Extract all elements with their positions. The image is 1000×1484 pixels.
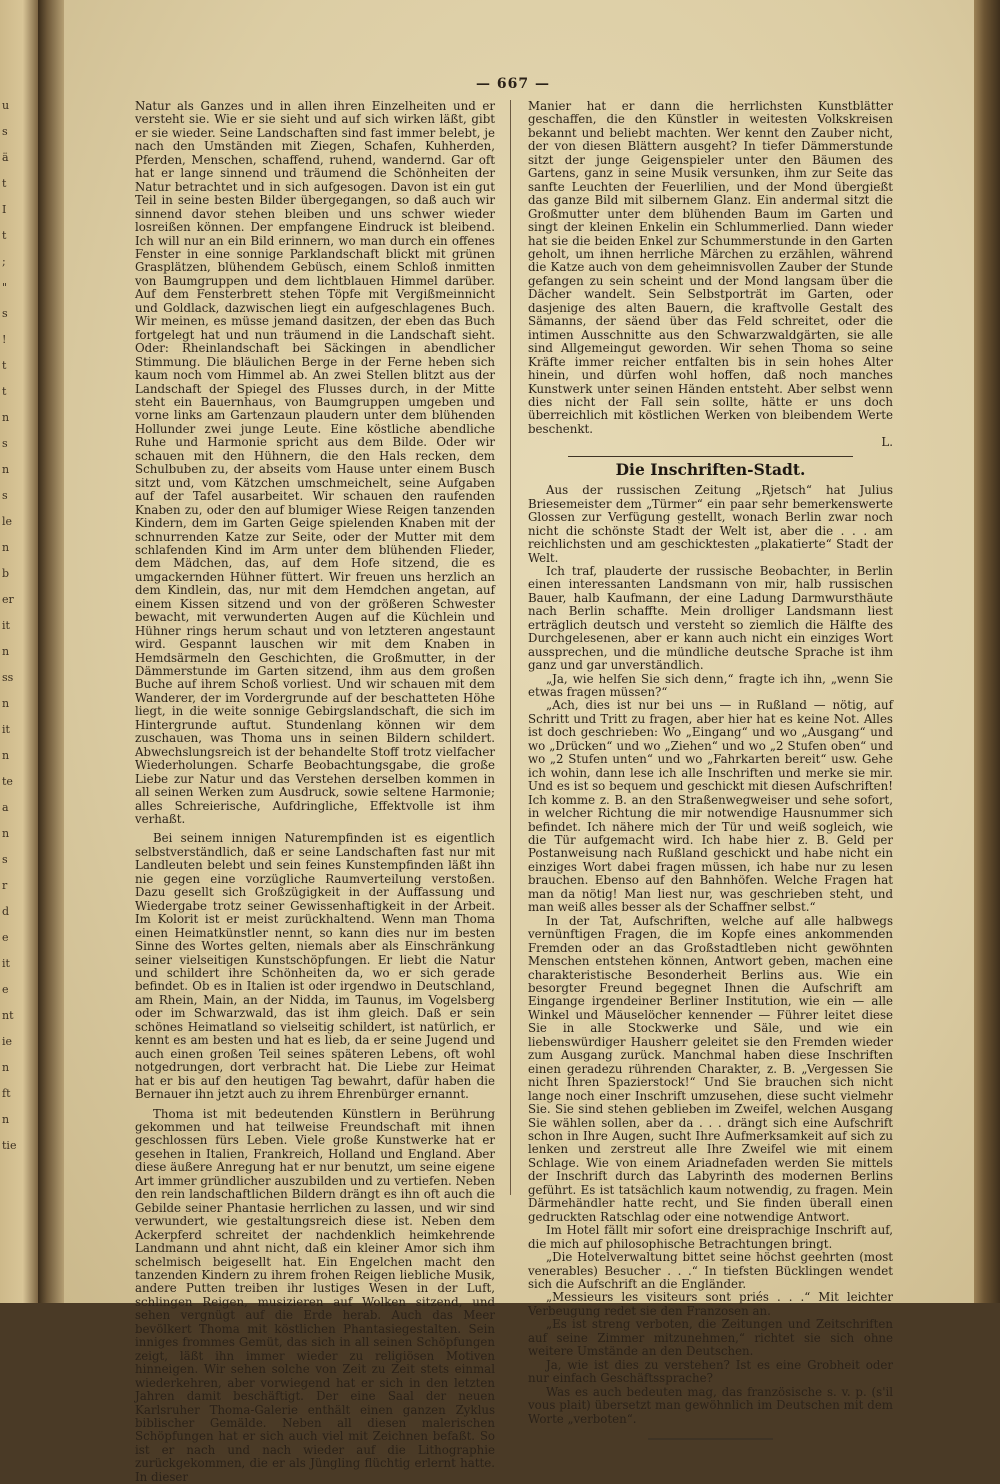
facing-page-fragment: e: [2, 983, 9, 996]
body-paragraph: Ich traf, plauderte der russische Beobachter, in Berlin einen interessanten Landsmann von mir, halb russischen Bauer, halb Kaufmann, der eine Ladung Darmwursthäute nach Berlin schaffte. Mein drolliger Landsmann liest erträglich deutsch und versteht so ziemlich die Hälfte des Durchgelesenen, aber er kann auch nicht ein einziges Wort aussprechen, und die mündliche deutsche Sprache ist ihm ganz und gar unverständlich.: [528, 563, 893, 673]
facing-page-fragment: ä: [2, 151, 9, 164]
facing-page-fragment: t: [2, 229, 7, 242]
facing-page-fragment: n: [2, 645, 10, 658]
body-paragraph: Bei seinem innigen Naturempfinden ist es eigentlich selbstverständlich, daß er seine Landschaften fast nur mit Landleuten belebt und sein feines Kunstempfinden läßt ihn nie gegen eine vorzügliche Raumverteilung verstoßen. Dazu gesellt sich Großzügigkeit in der Auffassung und Wiedergabe trotz seiner Gewissenhaftigkeit in der Arbeit. Im Kolorit ist er meist zurückhaltend. Wenn man Thoma einen Heimatkünstler nennt, so kann dies nur im besten Sinne des Wortes gelten, niemals aber als Einschränkung seiner vielseitigen Kunstschöpfungen. Er liebt die Natur und schildert ihre Schönheiten da, wo er sich gerade befindet. Ob es in Italien ist oder irgendwo in Deutschland, am Rhein, Main, an der Nidda, im Taunus, im Vogelsberg oder im Schwarzwald, das ist ihm gleich. Daß er sein schönes Heimatland so vielseitig schildert, ist natürlich, er kennt es am besten und hat es lieb, da er seine Jugend und auch einen großen Teil seines späteren Lebens, oft wohl notgedrungen, dort verbracht hat. Die Liebe zur Heimat hat er bis auf den heutigen Tag bewahrt, dafür haben die Bernauer ihn jetzt auch zu ihrem Ehrenbürger ernannt.: [135, 831, 495, 1102]
facing-page-edge: [0, 0, 38, 1303]
facing-page-fragment: s: [2, 489, 8, 502]
facing-page-fragment: !: [2, 333, 7, 346]
facing-page-fragment: it: [2, 619, 10, 632]
facing-page-fragment: er: [2, 593, 14, 606]
body-paragraph: Aus der russischen Zeitung „Rjetsch“ hat Julius Briesemeister dem „Türmer“ ein paar sehr bemerkenswerte Glossen zur Verfügung gestellt, wonach Berlin zwar noch nicht die schönste Stadt der Welt ist, aber die . . . am reichlichsten und am geschicktesten „plakatierte“ Stadt der Welt.: [528, 483, 893, 565]
page-number: — 667 —: [476, 76, 550, 92]
body-paragraph: „Messieurs les visiteurs sont priés . . .“ Mit leichter Verbeugung redet sie den Franzosen an.: [528, 1290, 893, 1318]
facing-page-fragment: t: [2, 359, 7, 372]
facing-page-fragment: a: [2, 801, 9, 814]
facing-page-fragment: le: [2, 515, 13, 528]
facing-page-fragment: tie: [2, 1139, 17, 1152]
facing-page-fragment: n: [2, 697, 10, 710]
title-rule: [568, 456, 853, 457]
body-paragraph: „Ja, wie helfen Sie sich denn,“ fragte ich ihn, „wenn Sie etwas fragen müssen?“: [528, 671, 893, 700]
facing-page-fragment: t: [2, 177, 7, 190]
facing-page-fragment: n: [2, 411, 10, 424]
facing-page-fragment: n: [2, 1113, 10, 1126]
facing-page-fragment: ft: [2, 1087, 11, 1100]
facing-page-fragment: ": [2, 281, 8, 294]
facing-page-fragment: it: [2, 723, 10, 736]
end-rule: [648, 1438, 773, 1440]
facing-page-fragment: u: [2, 99, 10, 112]
author-signature: L.: [881, 435, 893, 450]
facing-page-fragment: n: [2, 1061, 10, 1074]
body-paragraph: „Es ist streng verboten, die Zeitungen und Zeitschriften auf seine Zimmer mitzunehmen,“ richtet sie sich ohne weitere Umstände an den Deutschen.: [528, 1317, 893, 1359]
body-paragraph: „Die Hotelverwaltung bittet seine höchst geehrten (most venerables) Besucher . . .“ In tiefsten Bücklingen wendet sich die Aufschrift an die Engländer.: [528, 1250, 893, 1291]
facing-page-fragment: it: [2, 957, 10, 970]
body-paragraph: Was es auch bedeuten mag, das französische s. v. p. (s'il vous plait) übersetzt man gewöhnlich im Deutschen mit dem Worte „verboten“.: [528, 1384, 893, 1426]
column-divider: [510, 100, 511, 1195]
body-paragraph: „Ach, dies ist nur bei uns — in Rußland — nötig, auf Schritt und Tritt zu fragen, aber hier hat es keine Not. Alles ist doch geschrieben: Wo „Eingang“ und wo „Ausgang“ und wo „Drücken“ und wo „Ziehen“ und wo „2 Stufen oben“ und wo „2 Stufen unten“ und wo „Fahrkarten bereit“ usw. Gehe ich wohin, dann lese ich alle Inschriften und merke sie mir. Und es ist so bequem und geschickt mit diesen Aufschriften! Ich komme z. B. an den Straßenwegweiser und sehe sofort, in welcher Richtung die mir notwendige Hausnummer sich befindet. Ich nähere mich der Tür und weiß sogleich, wie die Tür aufgemacht wird. Ich habe hier z. B. Geld per Postanweisung nach Rußland geschickt und habe nicht ein einziges Wort dabei fragen müssen, ich habe nur zu lesen brauchen. Ebenso auf den Bahnhöfen. Welche Fragen hat man da nötig! Man liest nur, was geschrieben steht, und man weiß alles besser als der Schaffner selbst.“: [528, 698, 893, 915]
facing-page-fragment: n: [2, 541, 10, 554]
right-column: [528, 100, 893, 1440]
facing-page-fragment: s: [2, 853, 8, 866]
body-paragraph: Thoma ist mit bedeutenden Künstlern in Berührung gekommen und hat teilweise Freundschaft mit ihnen geschlossen fürs Leben. Viele große Kunstwerke hat er gesehen in Italien, Frankreich, Holland und England. Aber diese äußere Anregung hat er nur benutzt, um seine eigene Art immer gründlicher auszubilden und zu vertiefen. Neben den rein landschaftlichen Bildern drängt es ihn oft auch die Gebilde seiner Phantasie herrlichen zu lassen, und wir sind verwundert, wie gestaltungsreich diese ist. Neben dem Ackerpferd schreitet der nachdenklich heimkehrende Landmann und ahnt nicht, daß ein kleiner Amor sich ihm schelmisch beigesellt hat. Ein Engelchen macht den tanzenden Kindern zu ihrem frohen Reigen liebliche Musik, andere Putten treiben ihr lustiges Wesen in der Luft, schlingen Reigen, musizieren auf Wolken sitzend, und sehen vergnügt auf die Erde herab. Auch das Meer bevölkert Thoma mit köstlichen Phantasiegestalten. Sein inniges frommes Gemüt, das sich in all seinen Schöpfungen zeigt, läßt ihn immer wieder zu religiösen Motiven hinneigen. Wir sehen solche von Zeit zu Zeit stets einmal wiederkehren, aber vorwiegend hat er sich in den letzten Jahren damit beschäftigt. Der eine Saal der neuen Karlsruher Thoma-Galerie enthält einen ganzen Zyklus biblischer Gemälde. Neben all diesen malerischen Schöpfungen hat er sich auch viel mit Zeichnen befaßt. So ist er nach und nach wieder auf die Lithographie zurückgekommen, die er als Jüngling flüchtig erlernt hatte. In dieser: [135, 1106, 495, 1484]
body-paragraph: In der Tat, Aufschriften, welche auf alle halbwegs vernünftigen Fragen, die im Kopfe eines ankommenden Fremden oder an das Großstadtleben nicht gewöhnten Menschen entstehen können, Antwort geben, machen eine charakteristische Besonderheit Berlins aus. Wie ein besorgter Freund begegnet Ihnen die Aufschrift am Eingange irgendeiner Berliner Institution, wie ein — alle Winkel und Mäuselöcher kennender — Führer leitet diese Sie in alle Stockwerke und Säle, und wie ein liebenswürdiger Hausherr geleitet sie den Fremden wieder zum Ausgang zurück. Manchmal haben diese Inschriften einen geradezu rührenden Charakter, z. B. „Vergessen Sie nicht Ihren Spazierstock!“ Und Sie brauchen sich nicht lange noch einer Inschrift umzusehen, diese sucht vielmehr Sie. Sie sind stehen geblieben im Zweifel, welchen Ausgang Sie wählen sollen, aber da . . . drängt sich eine Aufschrift schon in Ihre Augen, sucht Ihre Aufmerksamkeit auf sich zu lenken und zerstreut alle Ihre Zweifel wie mit einem Schlage. Wie von einem Ariadnefaden werden Sie mittels der Inschrift durch das Labyrinth des modernen Berlins geführt. Es ist tatsächlich kaum notwendig, zu fragen. Mein Därmehändler hatte recht, und Sie finden überall einen gedruckten Ratschlag oder eine notwendige Antwort.: [528, 913, 893, 1224]
article-title: Die Inschriften-Stadt.: [615, 459, 806, 479]
facing-page-fragment: e: [2, 931, 9, 944]
facing-page-fragment: n: [2, 749, 10, 762]
book-gutter: [38, 0, 64, 1303]
facing-page-fragment: ;: [2, 255, 6, 268]
body-paragraph: Natur als Ganzes und in allen ihren Einzelheiten und er versteht sie. Wie er sie sieht und auf sich wirken läßt, gibt er sie wieder. Seine Landschaften sind fast immer belebt, je nach den Umständen mit Ziegen, Schafen, Kuhherden, Pferden, Menschen, schaffend, ruhend, wandernd. Gar oft hat er lange sinnend und träumend die Schönheiten der Natur betrachtet und in sich aufgesogen. Davon ist ein gut Teil in seine besten Bilder übergegangen, so daß auch wir sinnend davor stehen bleiben und uns schwer wieder losreißen können. Der empfangene Eindruck ist bleibend. Ich will nur an ein Bild erinnern, wo man durch ein offenes Fenster in eine sonnige Parklandschaft blickt mit grünen Grasplätzen, blühendem Gebüsch, einem Schloß inmitten von Baumgruppen und dem lichtblauen Himmel darüber. Auf dem Fensterbrett stehen Töpfe mit Vergißmeinnicht und Goldlack, dazwischen liegt ein aufgeschlagenes Buch. Wir meinen, es müsse jemand dasitzen, der eben das Buch fortgelegt hat und nun träumend in die Landschaft sieht. Oder: Rheinlandschaft bei Säckingen in abendlicher Stimmung. Die bläulichen Berge in der Ferne heben sich kaum noch vom Himmel ab. An zwei Stellen blitzt aus der Landschaft der Spiegel des Flusses durch, in der Mitte steht ein Bauernhaus, von Baumgruppen umgeben und vorne links am Gartenzaun plaudern unter dem blühenden Hollunder zwei junge Leute. Eine köstliche abendliche Ruhe und Harmonie spricht aus dem Bilde. Oder wir schauen mit den Hühnern, die den Hals recken, dem Schulbuben zu, der abseits vom Hause unter einem Busch sitzt und, vom Kätzchen umschmeichelt, seine Aufgaben auf der Tafel ausarbeitet. Wir schauen den raufenden Knaben zu, oder den auf blumiger Wiese Reigen tanzenden Kindern, dem im Garten Geige spielenden Knaben mit der schnurrenden Katze zur Seite, oder der Mutter mit dem schlafenden Kind im Arm unter dem blühenden Flieder, dem Mädchen, das, auf dem Hofe sitzend, die es umgackernden Hühner füttert. Wir freuen uns herzlich an dem Kindlein, das, nur mit dem Hemdchen angetan, auf einem Kissen sitzend und von der größeren Schwester bewacht, mit verwunderten Augen auf die Küchlein und Hühner rings herum schaut und von letzteren angestaunt wird. Gespannt lauschen wir mit dem Knaben in Hemdsärmeln den Geschichten, die Großmutter, in der Dämmerstunde im Garten sitzend, ihm aus dem großen Buche auf ihrem Schoß vorliest. Und wir schauen mit dem Wanderer, der im Vordergrunde auf der beschatteten Höhe liegt, in die weite sonnige Gebirgslandschaft, die sich im Hintergrunde auftut. Stundenlang können wir dem zuschauen, was Thoma uns in seinen Bildern schildert. Abwechslungsreich ist der behandelte Stoff trotz vielfacher Wiederholungen. Scharfe Beobachtungsgabe, die große Liebe zur Natur und das Verstehen derselben kommen in all seinen Werken zum Ausdruck, sowie seltene Harmonie; alles Schreierische, Aufdringliche, Effektvolle ist ihm verhaßt.: [135, 99, 495, 827]
body-paragraph: Manier hat er dann die herrlichsten Kunstblätter geschaffen, die den Künstler in weitesten Volkskreisen bekannt und beliebt machten. Wer kennt den Zauber nicht, der von diesen Blättern ausgeht? In tiefer Dämmerstunde sitzt der junge Geigenspieler unter den Bäumen des Gartens, ganz in seine Musik versunken, ihm zur Seite das sanfte Leuchten der Feuerlilien, und der Mond übergießt das ganze Bild mit silbernem Glanz. Ein andermal sitzt die Großmutter unter dem blühenden Baum im Garten und singt der kleinen Enkelin ein Schlummerlied. Dann wieder hat sie die beiden Enkel zur Schummerstunde in den Garten geholt, um ihnen herrliche Märchen zu erzählen, während die Katze auch von dem geheimnisvollen Zauber der Stunde gefangen zu sein scheint und der Mond langsam über die Dächer wandelt. Sein Selbstporträt im Garten, oder dasjenige des alten Bauern, die kraftvolle Gestalt des Sämanns, der säend über das Feld schreitet, oder die intimen Ausschnitte aus den Schwarzwaldgärten, sie alle sind Allgemeingut geworden. Wir sehen Thoma so seine Kräfte immer reicher entfalten bis in sein hohes Alter hinein, und dürfen wohl hoffen, daß noch manches Kunstwerk unter seinen Händen entsteht. Aber selbst wenn dies nicht der Fall sein sollte, hätte er uns doch überreichlich mit köstlichen Werken von bleibendem Werte beschenkt.: [528, 99, 893, 436]
facing-page-fragment: n: [2, 827, 10, 840]
facing-page-fragment: te: [2, 775, 13, 788]
body-paragraph: Ja, wie ist dies zu verstehen? Ist es eine Grobheit oder nur einfach Geschäftssprache?: [528, 1357, 893, 1386]
facing-page-fragment: nt: [2, 1009, 14, 1022]
facing-page-fragment: s: [2, 437, 8, 450]
facing-page-fragment: s: [2, 125, 8, 138]
facing-page-fragment: ss: [2, 671, 14, 684]
facing-page-fragment: I: [2, 203, 7, 216]
facing-page-fragment: r: [2, 879, 8, 892]
facing-page-fragment: t: [2, 385, 7, 398]
page-edge: [974, 0, 1000, 1303]
facing-page-fragment: d: [2, 905, 10, 918]
left-column: [135, 100, 495, 1484]
facing-page-fragment: s: [2, 307, 8, 320]
facing-page-fragment: b: [2, 567, 10, 580]
facing-page-fragment: n: [2, 463, 10, 476]
facing-page-fragment: ie: [2, 1035, 13, 1048]
body-paragraph: Im Hotel fällt mir sofort eine dreisprachige Inschrift auf, die mich auf philosophische Betrachtungen bringt.: [528, 1223, 893, 1251]
